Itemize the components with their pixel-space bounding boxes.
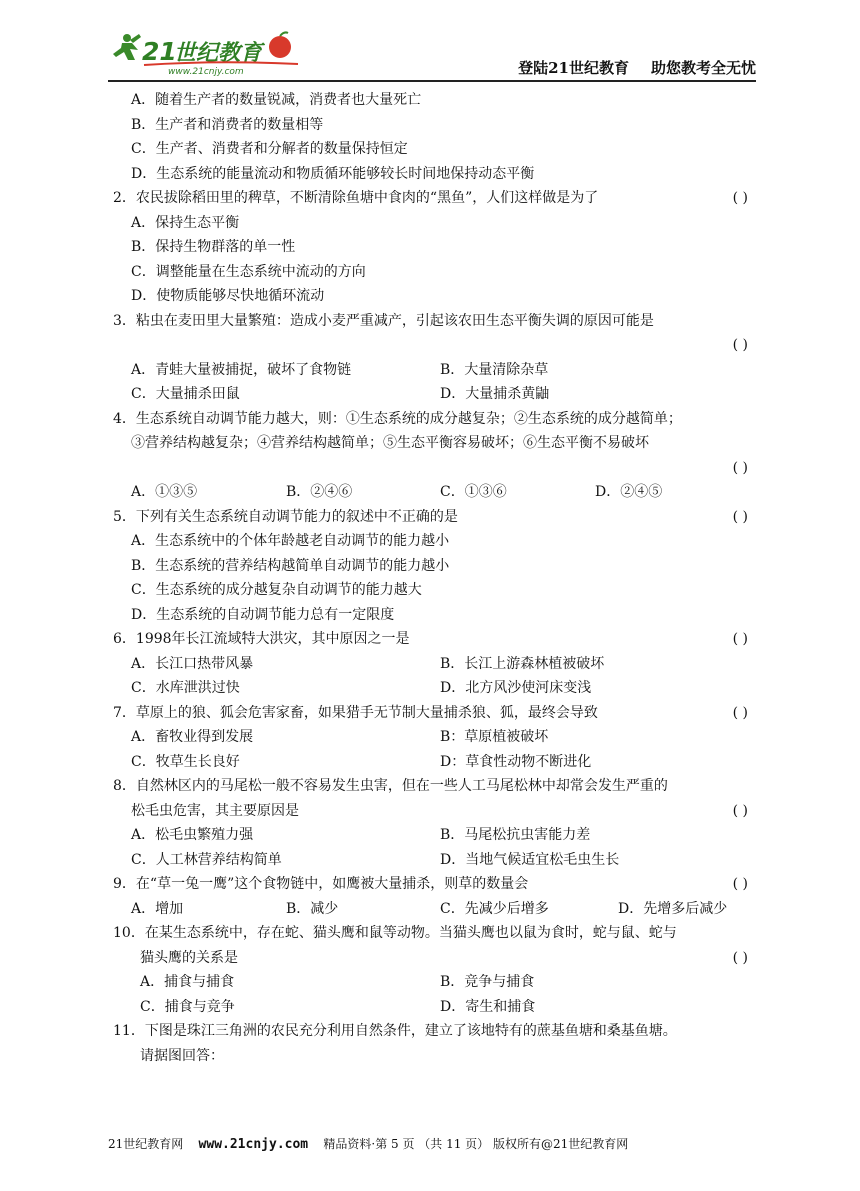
q9-option-b: B．减少 bbox=[286, 900, 339, 917]
q9-option-c: C．先减少后增多 bbox=[440, 900, 549, 917]
q6-text: 6．1998年长江流域特大洪灾，其中原因之一是 bbox=[113, 631, 410, 647]
q3-option-b: B．大量清除杂草 bbox=[440, 361, 549, 378]
q4-stem: 4．生态系统自动调节能力越大，则：①生态系统的成分越复杂；②生态系统的成分越简单； bbox=[113, 410, 682, 427]
q6-stem bbox=[113, 627, 758, 652]
q11-stem: 11．下图是珠江三角洲的农民充分利用自然条件，建立了该地特有的蔗基鱼塘和桑基鱼塘。 bbox=[113, 1023, 677, 1039]
q4-option-d: D．②④⑤ bbox=[595, 484, 663, 500]
footer-url[interactable]: www.21cnjy.com bbox=[198, 1137, 309, 1152]
q9-options bbox=[113, 897, 758, 922]
q6-option-d: D．北方风沙使河床变浅 bbox=[440, 680, 592, 696]
q6-option-a: A．长江口热带风暴 bbox=[131, 655, 254, 672]
slogan-login: 登陆21世纪教育 bbox=[518, 59, 629, 77]
q1-option-c: C．生产者、消费者和分解者的数量保持恒定 bbox=[131, 141, 408, 157]
question-list bbox=[113, 88, 758, 1068]
q3-option-c: C．大量捕杀田鼠 bbox=[131, 386, 240, 402]
q8-text-cont: 松毛虫危害，其主要原因是 bbox=[131, 802, 299, 819]
q3-stem: 3．粘虫在麦田里大量繁殖：造成小麦严重减产，引起该农田生态平衡失调的原因可能是 bbox=[113, 312, 654, 329]
answer-paren: ( ) bbox=[732, 802, 748, 819]
q10-stem-cont bbox=[113, 946, 758, 971]
q7-option-d: D：草食性动物不断进化 bbox=[440, 753, 592, 770]
q10-options-row2 bbox=[113, 995, 758, 1020]
q8-options-row1 bbox=[113, 823, 758, 848]
apple-icon bbox=[269, 32, 291, 58]
q8-stem-cont bbox=[113, 799, 758, 824]
header-slogan bbox=[496, 57, 756, 78]
q7-option-a: A．畜牧业得到发展 bbox=[131, 729, 254, 745]
q4-paren-line bbox=[113, 456, 758, 481]
q4-option-b: B．②④⑥ bbox=[286, 484, 353, 500]
q1-option-d: D．生态系统的能量流动和物质循环能够较长时间地保持动态平衡 bbox=[131, 165, 535, 182]
q3-options-row1 bbox=[113, 358, 758, 383]
q5-text: 5．下列有关生态系统自动调节能力的叙述中不正确的是 bbox=[113, 508, 458, 525]
q7-text: 7．草原上的狼、狐会危害家畜，如果猎手无节制大量捕杀狼、狐，最终会导致 bbox=[113, 704, 598, 721]
q4-options bbox=[113, 480, 758, 505]
q2-option-a: A．保持生态平衡 bbox=[131, 214, 240, 231]
q5-option-d: D．生态系统的自动调节能力总有一定限度 bbox=[131, 606, 395, 623]
svg-text:世纪教育: 世纪教育 bbox=[174, 41, 263, 66]
page-header bbox=[108, 30, 756, 80]
q3-paren-line bbox=[113, 333, 758, 358]
answer-paren: ( ) bbox=[732, 631, 748, 647]
q3-option-a: A．青蛙大量被捕捉，破坏了食物链 bbox=[131, 361, 352, 378]
q6-option-b: B．长江上游森林植被破坏 bbox=[440, 655, 605, 672]
svg-text:21: 21 bbox=[142, 37, 177, 66]
q9-text: 9．在“草一兔一鹰”这个食物链中，如鹰被大量捕杀，则草的数量会 bbox=[113, 876, 529, 892]
q6-option-c: C．水库泄洪过快 bbox=[131, 680, 240, 696]
svg-text:www.21cnjy.com: www.21cnjy.com bbox=[168, 67, 244, 76]
q10-option-a: A．捕食与捕食 bbox=[140, 974, 235, 990]
q5-option-c: C．生态系统的成分越复杂自动调节的能力越大 bbox=[131, 582, 422, 598]
q2-option-b: B．保持生物群落的单一性 bbox=[131, 239, 296, 255]
q7-option-c: C．牧草生长良好 bbox=[131, 753, 240, 770]
slogan-help: 助您教考全无忧 bbox=[650, 59, 756, 77]
answer-paren: ( ) bbox=[732, 949, 748, 966]
q9-stem bbox=[113, 872, 758, 897]
answer-paren: ( ) bbox=[732, 190, 748, 206]
site-logo bbox=[108, 30, 308, 76]
q5-option-b: B．生态系统的营养结构越简单自动调节的能力越小 bbox=[131, 557, 450, 574]
q2-option-d: D．使物质能够尽快地循环流动 bbox=[131, 288, 325, 304]
q10-option-c: C．捕食与竞争 bbox=[140, 998, 235, 1015]
q8-option-a: A．松毛虫繁殖力强 bbox=[131, 827, 254, 843]
q8-option-d: D．当地气候适宜松毛虫生长 bbox=[440, 851, 620, 868]
q6-options-row1 bbox=[113, 652, 758, 677]
q10-stem: 10．在某生态系统中，存在蛇、猫头鹰和鼠等动物。当猫头鹰也以鼠为食时，蛇与鼠、蛇与 bbox=[113, 925, 677, 941]
q8-option-b: B．马尾松抗虫害能力差 bbox=[440, 827, 591, 843]
q2-option-c: C．调整能量在生态系统中流动的方向 bbox=[131, 263, 366, 280]
q10-options-row1 bbox=[113, 970, 758, 995]
page-footer bbox=[108, 1135, 756, 1152]
q9-option-a: A．增加 bbox=[131, 900, 184, 917]
q7-stem bbox=[113, 701, 758, 726]
q4-option-a: A．①③⑤ bbox=[131, 484, 198, 500]
q1-option-b: B．生产者和消费者的数量相等 bbox=[131, 116, 324, 133]
answer-paren: ( ) bbox=[732, 459, 748, 476]
footer-info: 精品资料·第 5 页 （共 11 页） 版权所有@21世纪教育网 bbox=[323, 1137, 629, 1151]
q11-stem-cont: 请据图回答： bbox=[140, 1047, 224, 1064]
q4-option-c: C．①③⑥ bbox=[440, 484, 507, 500]
q9-option-d: D．先增多后减少 bbox=[618, 900, 728, 917]
q5-option-a: A．生态系统中的个体年龄越老自动调节的能力越小 bbox=[131, 533, 450, 549]
q1-option-a: A．随着生产者的数量锐减，消费者也大量死亡 bbox=[131, 92, 422, 108]
answer-paren: ( ) bbox=[732, 704, 748, 721]
q2-stem bbox=[113, 186, 758, 211]
q10-text-cont: 猫头鹰的关系是 bbox=[140, 949, 238, 966]
q10-option-b: B．竞争与捕食 bbox=[440, 974, 535, 990]
q10-option-d: D．寄生和捕食 bbox=[440, 998, 536, 1015]
answer-paren: ( ) bbox=[732, 508, 748, 525]
q8-stem: 8．自然林区内的马尾松一般不容易发生虫害，但在一些人工马尾松林中却常会发生严重的 bbox=[113, 778, 668, 794]
runner-icon bbox=[113, 34, 141, 60]
footer-site: 21世纪教育网 bbox=[108, 1137, 184, 1151]
answer-paren: ( ) bbox=[732, 337, 748, 353]
q8-option-c: C．人工林营养结构简单 bbox=[131, 851, 282, 868]
q4-stem-cont: ③营养结构越复杂；④营养结构越简单；⑤生态平衡容易破坏；⑥生态平衡不易破坏 bbox=[131, 435, 649, 451]
q8-options-row2 bbox=[113, 848, 758, 873]
header-divider bbox=[108, 80, 756, 82]
q7-options-row2 bbox=[113, 750, 758, 775]
q3-option-d: D．大量捕杀黄鼬 bbox=[440, 386, 550, 402]
q7-options-row1 bbox=[113, 725, 758, 750]
q2-text: 2．农民拔除稻田里的稗草，不断清除鱼塘中食肉的“黑鱼”，人们这样做是为了 bbox=[113, 190, 599, 206]
answer-paren: ( ) bbox=[732, 876, 748, 892]
q3-options-row2 bbox=[113, 382, 758, 407]
q7-option-b: B：草原植被破坏 bbox=[440, 729, 549, 745]
q5-stem bbox=[113, 505, 758, 530]
q6-options-row2 bbox=[113, 676, 758, 701]
